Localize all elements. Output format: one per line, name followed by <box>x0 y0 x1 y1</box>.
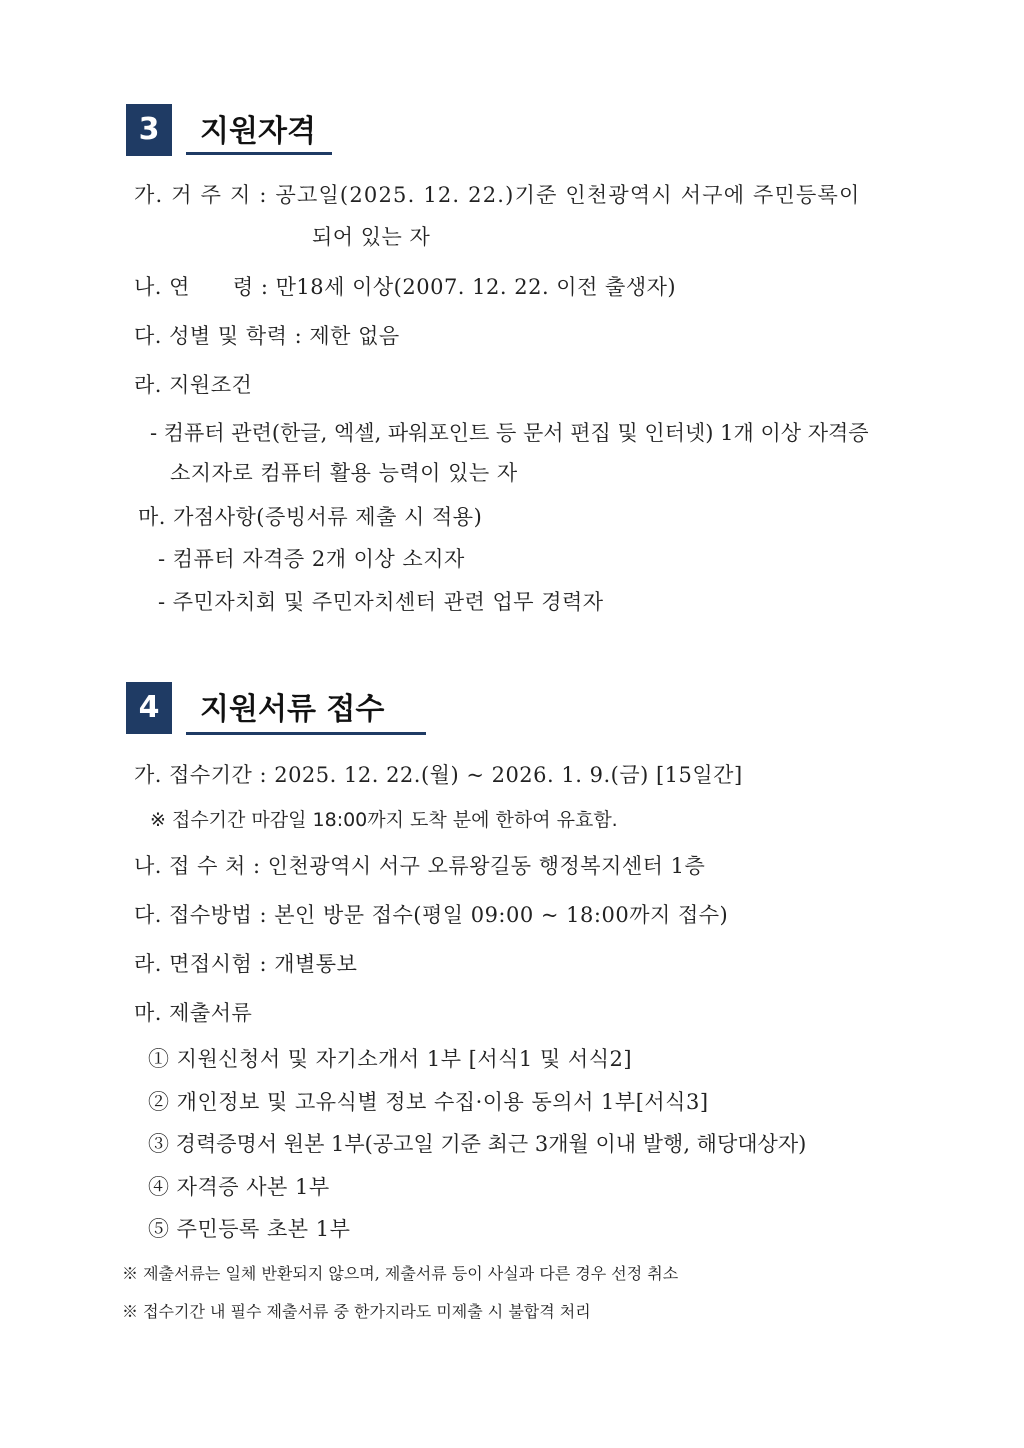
gender-education-line: 다. 성별 및 학력 : 제한 없음 <box>134 324 400 348</box>
doc-item-1: ① 지원신청서 및 자기소개서 1부 [서식1 및 서식2] <box>148 1047 633 1071</box>
residence-line-cont: 되어 있는 자 <box>312 225 431 249</box>
bonus-item-1: - 컴퓨터 자격증 2개 이상 소지자 <box>158 547 465 571</box>
section-4-underline <box>186 732 426 735</box>
doc-item-4: ④ 자격증 사본 1부 <box>148 1175 330 1199</box>
footnote-2: ※ 접수기간 내 필수 제출서류 중 한가지라도 미제출 시 불합격 처리 <box>122 1302 591 1321</box>
bonus-item-2: - 주민자치회 및 주민자치센터 관련 업무 경력자 <box>158 590 604 614</box>
doc-item-2: ② 개인정보 및 고유식별 정보 수집·이용 동의서 1부[서식3] <box>148 1090 709 1114</box>
section-4-number-badge: 4 <box>126 682 172 734</box>
doc-item-3: ③ 경력증명서 원본 1부(공고일 기준 최근 3개월 이내 발행, 해당대상자) <box>148 1132 807 1156</box>
section-3-title: 지원자격 <box>200 114 316 149</box>
period-line: 가. 접수기간 : 2025. 12. 22.(월) ~ 2026. 1. 9.(금) [15일간] <box>134 763 743 787</box>
residence-line: 가. 거 주 지 : 공고일(2025. 12. 22.)기준 인천광역시 서구에 주민등록이 <box>134 183 861 207</box>
section-3-underline <box>186 152 332 155</box>
period-note: ※ 접수기간 마감일 18:00까지 도착 분에 한하여 유효함. <box>150 809 618 831</box>
section-3-header <box>126 104 346 156</box>
conditions-item-cont: 소지자로 컴퓨터 활용 능력이 있는 자 <box>170 461 518 485</box>
docs-heading: 마. 제출서류 <box>134 1001 253 1025</box>
footnote-1: ※ 제출서류는 일체 반환되지 않으며, 제출서류 등이 사실과 다른 경우 선정 취소 <box>122 1264 679 1283</box>
conditions-item: - 컴퓨터 관련(한글, 엑셀, 파워포인트 등 문서 편집 및 인터넷) 1개 이상 자격증 <box>150 421 869 445</box>
age-line: 나. 연 령 : 만18세 이상(2007. 12. 22. 이전 출생자) <box>134 275 677 299</box>
section-4-header <box>126 682 436 734</box>
place-line: 나. 접 수 처 : 인천광역시 서구 오류왕길동 행정복지센터 1층 <box>134 854 706 878</box>
section-4-title: 지원서류 접수 <box>200 692 385 727</box>
interview-line: 라. 면접시험 : 개별통보 <box>134 952 358 976</box>
conditions-heading: 라. 지원조건 <box>134 373 253 397</box>
bonus-heading: 마. 가점사항(증빙서류 제출 시 적용) <box>138 505 483 529</box>
doc-item-5: ⑤ 주민등록 초본 1부 <box>148 1217 351 1241</box>
method-line: 다. 접수방법 : 본인 방문 접수(평일 09:00 ~ 18:00까지 접수) <box>134 903 729 927</box>
section-3-number-badge: 3 <box>126 104 172 156</box>
